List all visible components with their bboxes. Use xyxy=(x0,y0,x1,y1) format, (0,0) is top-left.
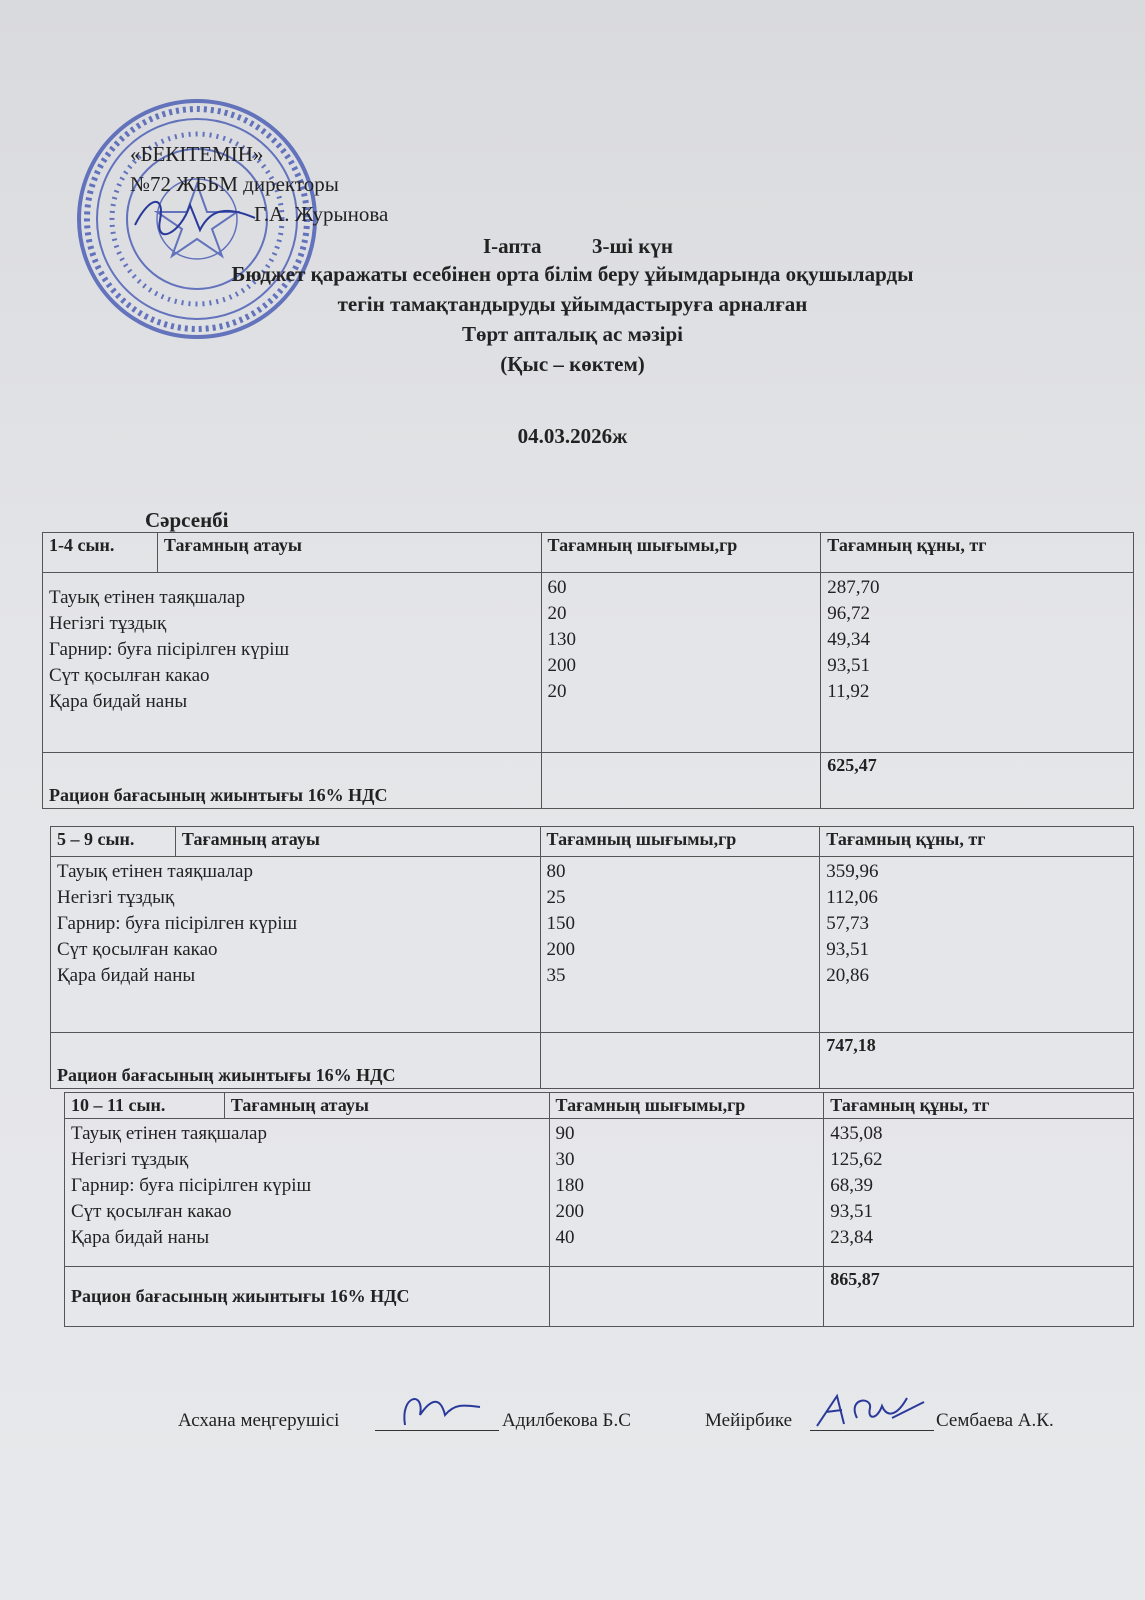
menu-table-group-3 xyxy=(64,1092,1134,1327)
title-line-3: Төрт апталық ас мәзірі xyxy=(461,322,684,346)
price-list xyxy=(820,857,1134,1033)
dish-yield: 30 xyxy=(555,1149,575,1170)
dish-price: 359,96 xyxy=(826,861,879,882)
column-header-price: Тағамның құны, тг xyxy=(820,827,1134,857)
dish-name: Сүт қосылған какао xyxy=(57,939,218,960)
dish-name: Гарнир: буға пісірілген күріш xyxy=(49,639,290,660)
dish-price: 93,51 xyxy=(827,655,871,676)
dish-name: Негізгі тұздық xyxy=(71,1149,189,1170)
total-empty-cell xyxy=(540,1033,820,1089)
dish-price: 57,73 xyxy=(826,913,870,934)
yield-list xyxy=(540,857,820,1033)
column-header-name: Тағамның атауы xyxy=(175,827,540,857)
group-label: 1-4 сын. xyxy=(43,533,158,573)
title-line-4: (Қыс – көктем) xyxy=(500,352,645,376)
column-header-yield: Тағамның шығымы,гр xyxy=(541,533,821,573)
dish-name: Гарнир: буға пісірілген күріш xyxy=(57,913,298,934)
price-list xyxy=(821,573,1134,753)
total-value: 747,18 xyxy=(820,1033,1134,1089)
dish-yield: 200 xyxy=(555,1201,585,1222)
dish-name: Гарнир: буға пісірілген күріш xyxy=(71,1175,312,1196)
total-label: Рацион бағасының жиынтығы 16% НДС xyxy=(65,1267,550,1327)
dish-price: 112,06 xyxy=(826,887,878,908)
column-header-yield: Тағамның шығымы,гр xyxy=(540,827,820,857)
dish-name: Негізгі тұздық xyxy=(57,887,175,908)
column-header-price: Тағамның құны, тг xyxy=(824,1093,1134,1119)
dish-name: Тауық етінен таяқшалар xyxy=(71,1123,267,1144)
dish-price: 11,92 xyxy=(827,681,870,702)
dish-price: 93,51 xyxy=(826,939,870,960)
group-label: 10 – 11 сын. xyxy=(65,1093,225,1119)
week-label: І-апта xyxy=(483,234,542,258)
nurse-signature-icon xyxy=(812,1388,932,1433)
dish-name: Сүт қосылған какао xyxy=(71,1201,232,1222)
column-header-price: Тағамның құны, тг xyxy=(821,533,1134,573)
title-line-2: тегін тамақтандыруды ұйымдастыруға арналған xyxy=(337,292,808,316)
dish-yield: 35 xyxy=(546,965,566,986)
dish-yield: 150 xyxy=(546,913,576,934)
dish-list xyxy=(51,857,541,1033)
dish-name: Қара бидай наны xyxy=(57,965,196,986)
dish-yield: 20 xyxy=(547,603,567,624)
dish-price: 93,51 xyxy=(830,1201,874,1222)
approval-name: Г.А. Журынова xyxy=(254,202,389,226)
dish-yield: 20 xyxy=(547,681,567,702)
total-empty-cell xyxy=(541,753,821,809)
kitchen-head-role: Асхана меңгерушісі xyxy=(178,1410,340,1431)
dish-name: Қара бидай наны xyxy=(49,691,188,712)
dish-price: 287,70 xyxy=(827,577,880,598)
approval-title: «БЕКІТЕМІН» xyxy=(130,142,264,166)
menu-date: 04.03.2026ж xyxy=(517,424,628,448)
group-label: 5 – 9 сын. xyxy=(51,827,176,857)
dish-name: Қара бидай наны xyxy=(71,1227,210,1248)
dish-price: 68,39 xyxy=(830,1175,874,1196)
dish-price: 23,84 xyxy=(830,1227,874,1248)
dish-name: Негізгі тұздық xyxy=(49,613,167,634)
total-empty-cell xyxy=(549,1267,824,1327)
yield-list xyxy=(541,573,821,753)
dish-name: Тауық етінен таяқшалар xyxy=(57,861,253,882)
dish-yield: 180 xyxy=(555,1175,585,1196)
dish-list xyxy=(43,573,542,753)
dish-yield: 25 xyxy=(546,887,566,908)
dish-name: Сүт қосылған какао xyxy=(49,665,210,686)
yield-list xyxy=(549,1119,824,1267)
kitchen-head-name: Адилбекова Б.С xyxy=(502,1410,631,1431)
dish-yield: 60 xyxy=(547,577,567,598)
total-label: Рацион бағасының жиынтығы 16% НДС xyxy=(43,753,542,809)
dish-yield: 200 xyxy=(546,939,576,960)
menu-table-group-2 xyxy=(50,826,1134,1089)
dish-price: 125,62 xyxy=(830,1149,883,1170)
column-header-name: Тағамның атауы xyxy=(224,1093,549,1119)
dish-yield: 80 xyxy=(546,861,566,882)
dish-list xyxy=(65,1119,550,1267)
dish-yield: 40 xyxy=(555,1227,575,1248)
weekday-label: Сәрсенбі xyxy=(145,508,229,532)
dish-price: 20,86 xyxy=(826,965,870,986)
nurse-role: Мейірбике xyxy=(705,1410,793,1431)
dish-price: 96,72 xyxy=(827,603,871,624)
director-signature-icon xyxy=(130,190,260,240)
total-value: 865,87 xyxy=(824,1267,1134,1327)
dish-name: Тауық етінен таяқшалар xyxy=(49,587,245,608)
nurse-name: Сембаева А.К. xyxy=(936,1410,1054,1431)
price-list xyxy=(824,1119,1134,1267)
dish-yield: 200 xyxy=(547,655,577,676)
dish-price: 435,08 xyxy=(830,1123,883,1144)
dish-yield: 130 xyxy=(547,629,577,650)
title-line-1: Бюджет қаражаты есебінен орта білім беру ұйымдарында оқушыларды xyxy=(231,262,914,286)
day-label: 3-ші күн xyxy=(592,234,674,258)
dish-price: 49,34 xyxy=(827,629,871,650)
approval-position: №72 ЖББМ директоры xyxy=(130,172,339,196)
column-header-yield: Тағамның шығымы,гр xyxy=(549,1093,824,1119)
total-label: Рацион бағасының жиынтығы 16% НДС xyxy=(51,1033,541,1089)
dish-yield: 90 xyxy=(555,1123,575,1144)
column-header-name: Тағамның атауы xyxy=(157,533,541,573)
total-value: 625,47 xyxy=(821,753,1134,809)
kitchen-signature-icon xyxy=(395,1385,485,1435)
menu-table-group-1 xyxy=(42,532,1134,809)
